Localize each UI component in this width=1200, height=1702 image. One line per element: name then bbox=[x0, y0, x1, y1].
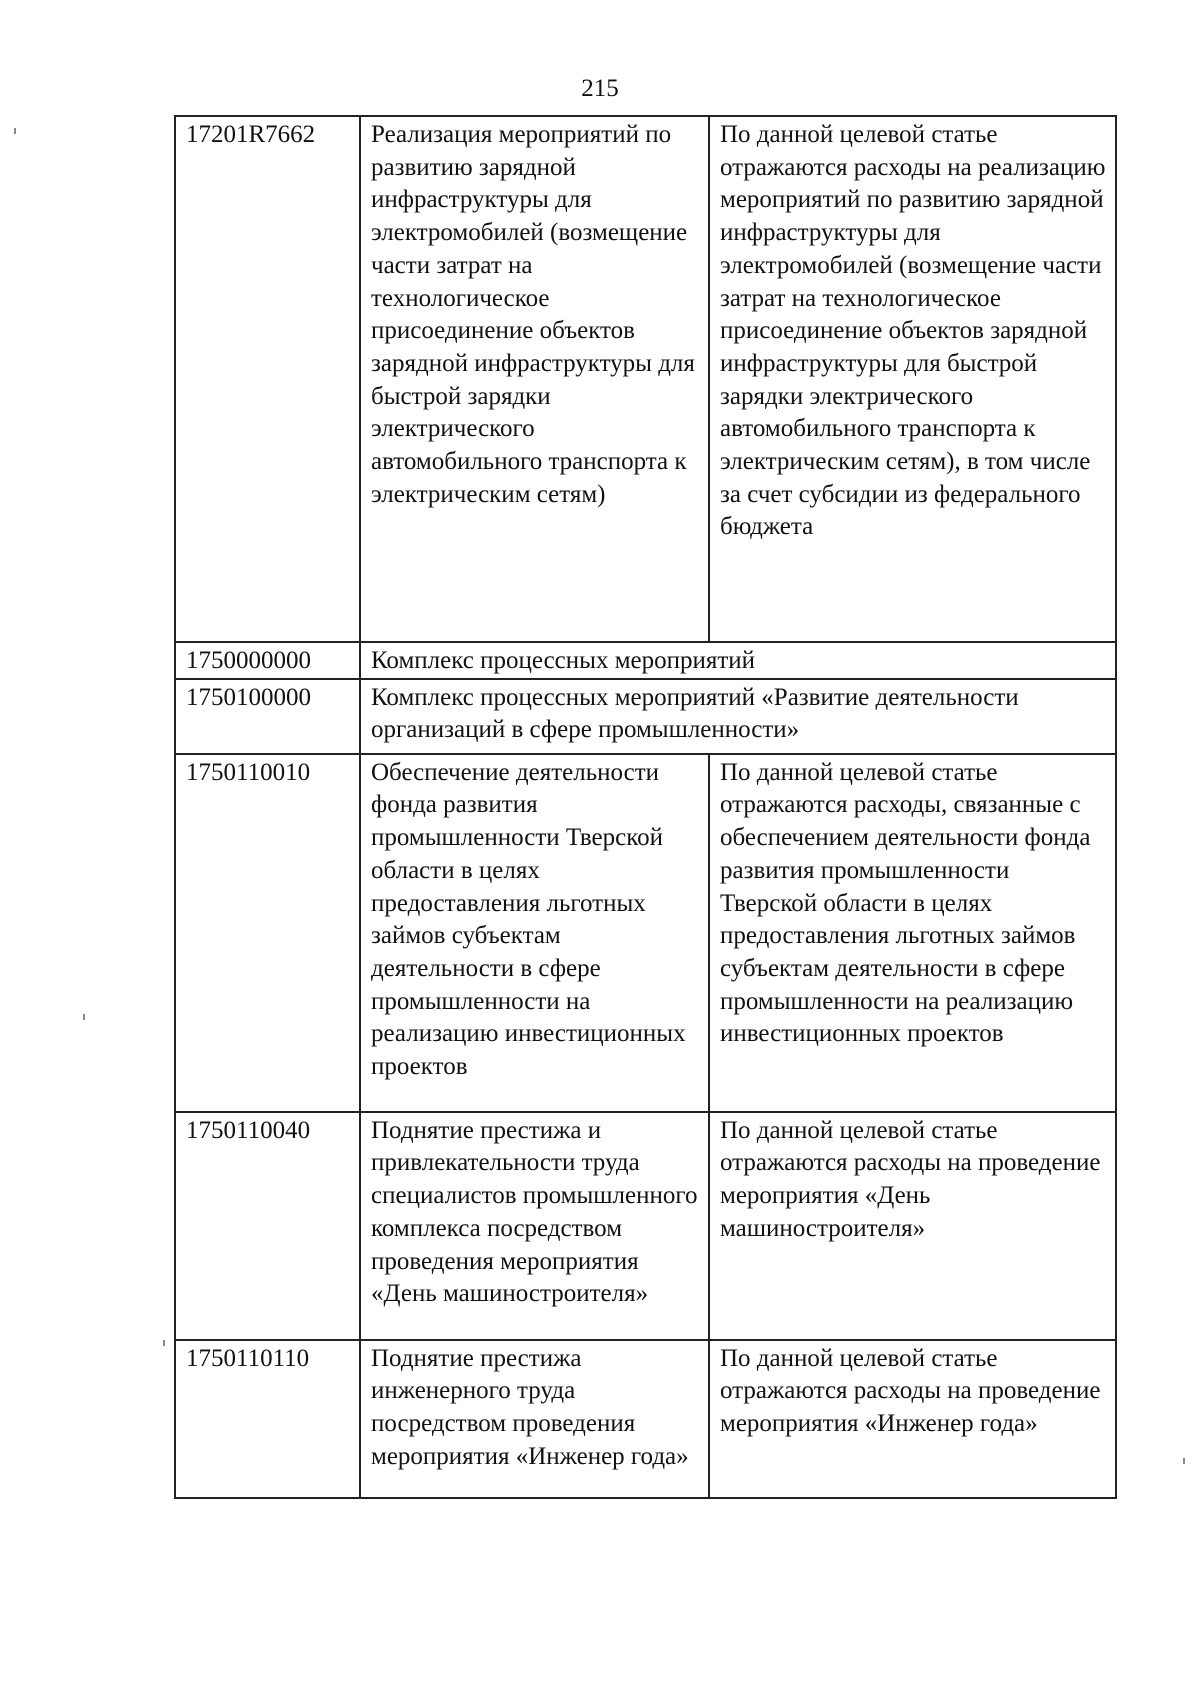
table-row bbox=[175, 1112, 1116, 1340]
scan-speck bbox=[1183, 1458, 1185, 1464]
target-articles-table bbox=[174, 115, 1117, 1499]
table-row bbox=[175, 754, 1116, 1112]
article-description: По данной целевой статье отражаются расходы на проведение мероприятия «День машиностроителя» bbox=[709, 1112, 1116, 1340]
page-number: 215 bbox=[581, 75, 619, 102]
article-code: 1750110010 bbox=[175, 754, 360, 1112]
article-code: 1750110040 bbox=[175, 1112, 360, 1340]
article-description: По данной целевой статье отражаются расходы на проведение мероприятия «Инженер года» bbox=[709, 1340, 1116, 1498]
table-row bbox=[175, 679, 1116, 754]
article-name: Комплекс процессных мероприятий bbox=[360, 642, 1116, 679]
table-row bbox=[175, 1340, 1116, 1498]
article-description: По данной целевой статье отражаются расходы на реализацию мероприятий по развитию зарядной инфраструктуры для электромобилей (возмещение части затрат на технологическое присоединение объектов зарядной инфраструктуры для быстрой зарядки электрического автомобильного транспорта к электрическим сетям), в том числе за счет субсидии из федерального бюджета bbox=[709, 116, 1116, 642]
scan-speck bbox=[163, 1340, 165, 1346]
article-description: По данной целевой статье отражаются расходы, связанные с обеспечением деятельности фонда развития промышленности Тверской области в целях предоставления льготных займов субъектам деятельности в сфере промышленности на реализацию инвестиционных проектов bbox=[709, 754, 1116, 1112]
scan-speck bbox=[83, 1014, 85, 1020]
article-code: 1750110110 bbox=[175, 1340, 360, 1498]
article-code: 1750000000 bbox=[175, 642, 360, 679]
table-row bbox=[175, 116, 1116, 642]
article-code: 1750100000 bbox=[175, 679, 360, 754]
article-name: Поднятие престижа инженерного труда посредством проведения мероприятия «Инженер года» bbox=[360, 1340, 709, 1498]
article-name: Обеспечение деятельности фонда развития промышленности Тверской области в целях предоставления льготных займов субъектам деятельности в сфере промышленности на реализацию инвестиционных проектов bbox=[360, 754, 709, 1112]
table-row bbox=[175, 642, 1116, 679]
article-name: Реализация мероприятий по развитию зарядной инфраструктуры для электромобилей (возмещение части затрат на технологическое присоединение объектов зарядной инфраструктуры для быстрой зарядки электрического автомобильного транспорта к электрическим сетям) bbox=[360, 116, 709, 642]
scan-speck bbox=[14, 128, 16, 134]
article-code: 17201R7662 bbox=[175, 116, 360, 642]
article-name: Поднятие престижа и привлекательности труда специалистов промышленного комплекса посредством проведения мероприятия «День машиностроителя» bbox=[360, 1112, 709, 1340]
article-name: Комплекс процессных мероприятий «Развитие деятельности организаций в сфере промышленности» bbox=[360, 679, 1116, 754]
